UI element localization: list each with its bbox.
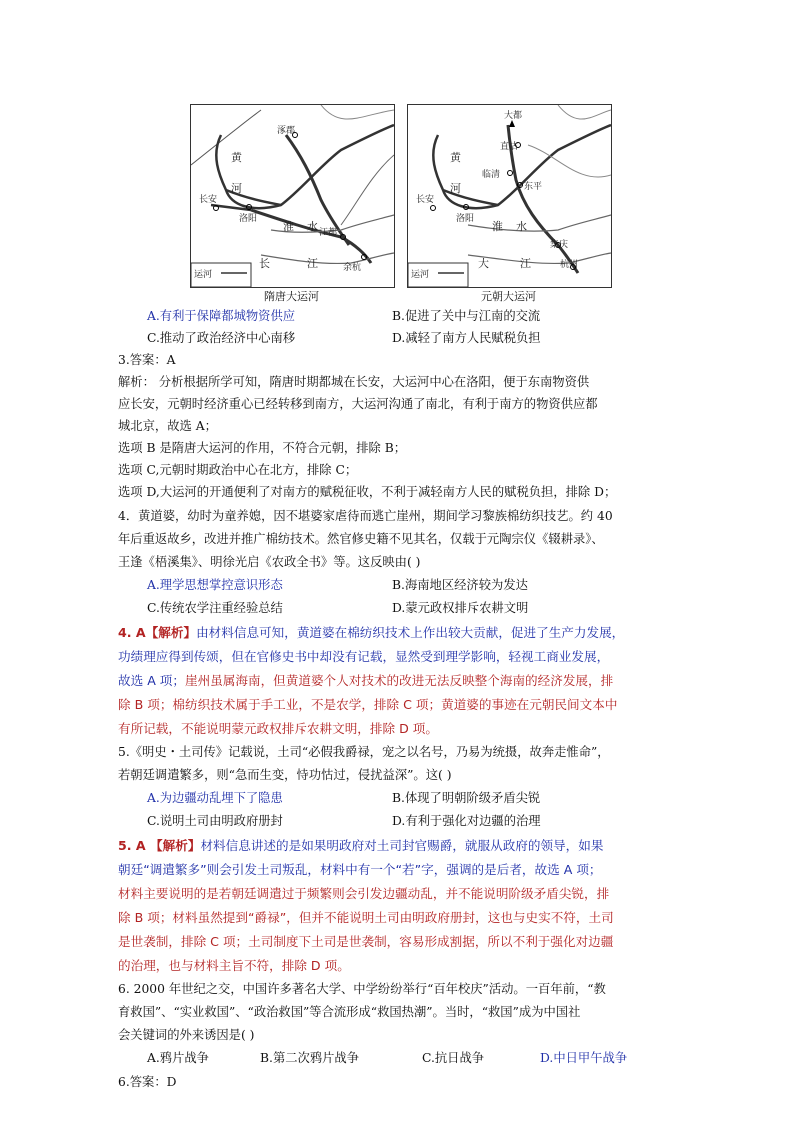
q5-option-c: C.说明土司由明政府册封 [147,814,283,828]
q3-explanation-line3: 城北京，故选 A； [118,419,217,433]
label-jiang-yuan: 江 [520,257,531,270]
q6-stem-line3: 会关键词的外来诱因是( ) [118,1028,255,1042]
q5-option-b: B.体现了明朝阶级矛盾尖锐 [392,791,541,805]
q5-stem-line2: 若朝廷调遣繁多，则“急而生变，恃功怙过，侵扰益深”。这( ) [118,768,452,782]
label-luoyang-yuan: 洛阳 [456,214,475,224]
q5-stem-line1: 5.《明史・土司传》记载说，土司“必假我爵禄，宠之以名号，乃易为统摄，故奔走惟命”， [118,745,610,759]
q3-explanation-line6: 选项 D,大运河的开通便利了对南方的赋税征收，不利于减轻南方人民的赋税负担，排除 D； [118,485,617,499]
q5-option-d: D.有利于强化对边疆的治理 [392,814,541,828]
q4-option-c: C.传统农学注重经验总结 [147,601,283,615]
label-jiqing: 集庆 [550,240,569,250]
q3-option-d: D.减轻了南方人民赋税负担 [392,331,541,345]
q4-stem-line1: 4．黄道婆，幼时为童养媳，因不堪婆家虐待而逃亡崖州，期间学习黎族棉纺织技艺。约 40 [118,509,613,523]
q6-option-c: C.抗日战争 [422,1051,485,1065]
q6-option-d: D.中日甲午战争 [540,1051,628,1065]
q5-analysis-line6: 的治理，也与材料主旨不符，排除 D 项。 [118,958,350,973]
map-sui-tang-canal [190,104,395,288]
q3-explanation-line5: 选项 C,元朝时期政治中心在北方，排除 C； [118,463,358,477]
label-jiang: 江 [307,257,318,270]
legend-canal: 运河 [194,270,213,280]
q4-option-d: D.蒙元政权排斥农耕文明 [392,601,529,615]
q6-option-a: A.鸦片战争 [147,1051,209,1065]
label-chang: 长 [259,257,270,270]
label-huang: 黄 [231,151,242,164]
map-yuan-canal [407,104,612,288]
q4-option-b: B.海南地区经济较为发达 [392,578,528,592]
label-da: 大 [478,257,489,270]
q4-analysis-line1 [118,621,624,644]
label-changan-yuan: 长安 [416,195,435,205]
q6-option-b: B.第二次鸦片战争 [260,1051,360,1065]
q4-analysis-text1: 由材料信息可知，黄道婆在棉纺织技术上作出较大贡献，促进了生产力发展， [196,625,625,640]
label-luoyang: 洛阳 [239,214,258,224]
q5-analysis-tag: 5. A 【解析】 [118,838,201,853]
q3-explanation-line2: 应长安，元朝时经济重心已经转移到南方，大运河沟通了南北，有利于南方的物资供应都 [118,397,598,411]
label-shui-yuan: 水 [516,220,527,233]
label-jiangdu: 江都 [319,228,338,238]
q3-explanation-line1 [118,371,589,394]
label-changan: 长安 [199,195,218,205]
map-yuan-drawing [408,105,611,287]
label-shui: 水 [307,220,318,233]
q3-option-a: A.有利于保障都城物资供应 [147,309,296,323]
q3-option-c: C.推动了政治经济中心南移 [147,331,296,345]
label-dongping: 东平 [524,182,543,192]
q4-analysis-tag: 4. A【解析】 [118,625,197,640]
q4-stem-line3: 王逢《梧溪集》、明徐光启《农政全书》等。这反映由( ) [118,555,421,569]
q4-analysis-text3b: 崖州虽属海南，但黄道婆个人对技术的改进无法反映整个海南的经济发展，排 [185,673,614,688]
label-yuhang: 余杭 [343,263,362,273]
label-he-yuan: 河 [450,182,461,195]
label-huang-yuan: 黄 [450,151,461,164]
q4-analysis-line3 [118,669,613,692]
label-hangzhou: 杭州 [560,260,579,270]
label-huai: 淮 [283,220,294,233]
q3-answer: 3.答案：A [118,353,176,367]
q6-answer: 6.答案：D [118,1075,177,1089]
q3-option-b: B.促进了关中与江南的交流 [392,309,541,323]
label-linqing: 临清 [482,170,501,180]
q5-option-a: A.为边疆动乱埋下了隐患 [147,791,283,805]
q6-stem-line2: 育救国”、“实业救国”、“政治救国”等合流形成“救国热潮”。当时，“救国”成为中国社 [118,1005,581,1019]
label-huai-yuan: 淮 [492,220,503,233]
label-dadu: 大都 [504,111,523,121]
map-caption-sui-tang: 隋唐大运河 [264,290,319,303]
q5-analysis-line1 [118,834,603,857]
q3-exp1: 解析： 分析根据所学可知，隋唐时期都城在长安，大运河中心在洛阳，便于东南物资供 [118,375,590,389]
q4-analysis-line5: 有所记载，不能说明蒙元政权排斥农耕文明，排除 D 项。 [118,721,438,736]
map-figures [190,104,610,302]
q4-analysis-line4: 除 B 项；棉纺织技术属于手工业，不是农学，排除 C 项；黄道婆的事迹在元朝民间文本中 [118,697,618,712]
q4-option-a: A.理学思想掌控意识形态 [147,578,283,592]
q4-analysis-text3a: 故选 A 项； [118,673,185,688]
q5-analysis-text1: 材料信息讲述的是如果明政府对土司封官赐爵，就服从政府的领导，如果 [200,838,604,853]
q5-analysis-line4: 除 B 项；材料虽然提到“爵禄”，但并不能说明土司由明政府册封，这也与史实不符，土司 [118,910,614,925]
q5-analysis-line2: 朝廷“调遣繁多”则会引发土司叛乱，材料中有一个“若”字，强调的是后者，故选 A 项； [118,862,602,877]
legend-canal-yuan: 运河 [411,270,430,280]
q5-analysis-line3: 材料主要说明的是若朝廷调遣过于频繁则会引发边疆动乱，并不能说明阶级矛盾尖锐，排 [118,886,610,901]
q5-analysis-line5: 是世袭制，排除 C 项；土司制度下土司是世袭制，容易形成割据，所以不利于强化对边疆 [118,934,614,949]
label-zhigu: 直沽 [500,142,519,152]
label-he: 河 [231,182,242,195]
map-caption-yuan: 元朝大运河 [481,290,536,303]
label-zhuojun: 涿郡 [277,126,296,136]
q4-stem-line2: 年后重返故乡，改进并推广棉纺技术。然官修史籍不见其名，仅载于元陶宗仪《辍耕录》、 [118,532,604,546]
q6-stem-line1: 6. 2000 年世纪之交，中国许多著名大学、中学纷纷举行“百年校庆”活动。一百年前，“教 [118,982,606,996]
q4-analysis-line2: 功绩理应得到传颂，但在官修史书中却没有记载，显然受到理学影响，轻视工商业发展， [118,649,610,664]
q3-explanation-line4: 选项 B 是隋唐大运河的作用，不符合元朝，排除 B； [118,441,407,455]
